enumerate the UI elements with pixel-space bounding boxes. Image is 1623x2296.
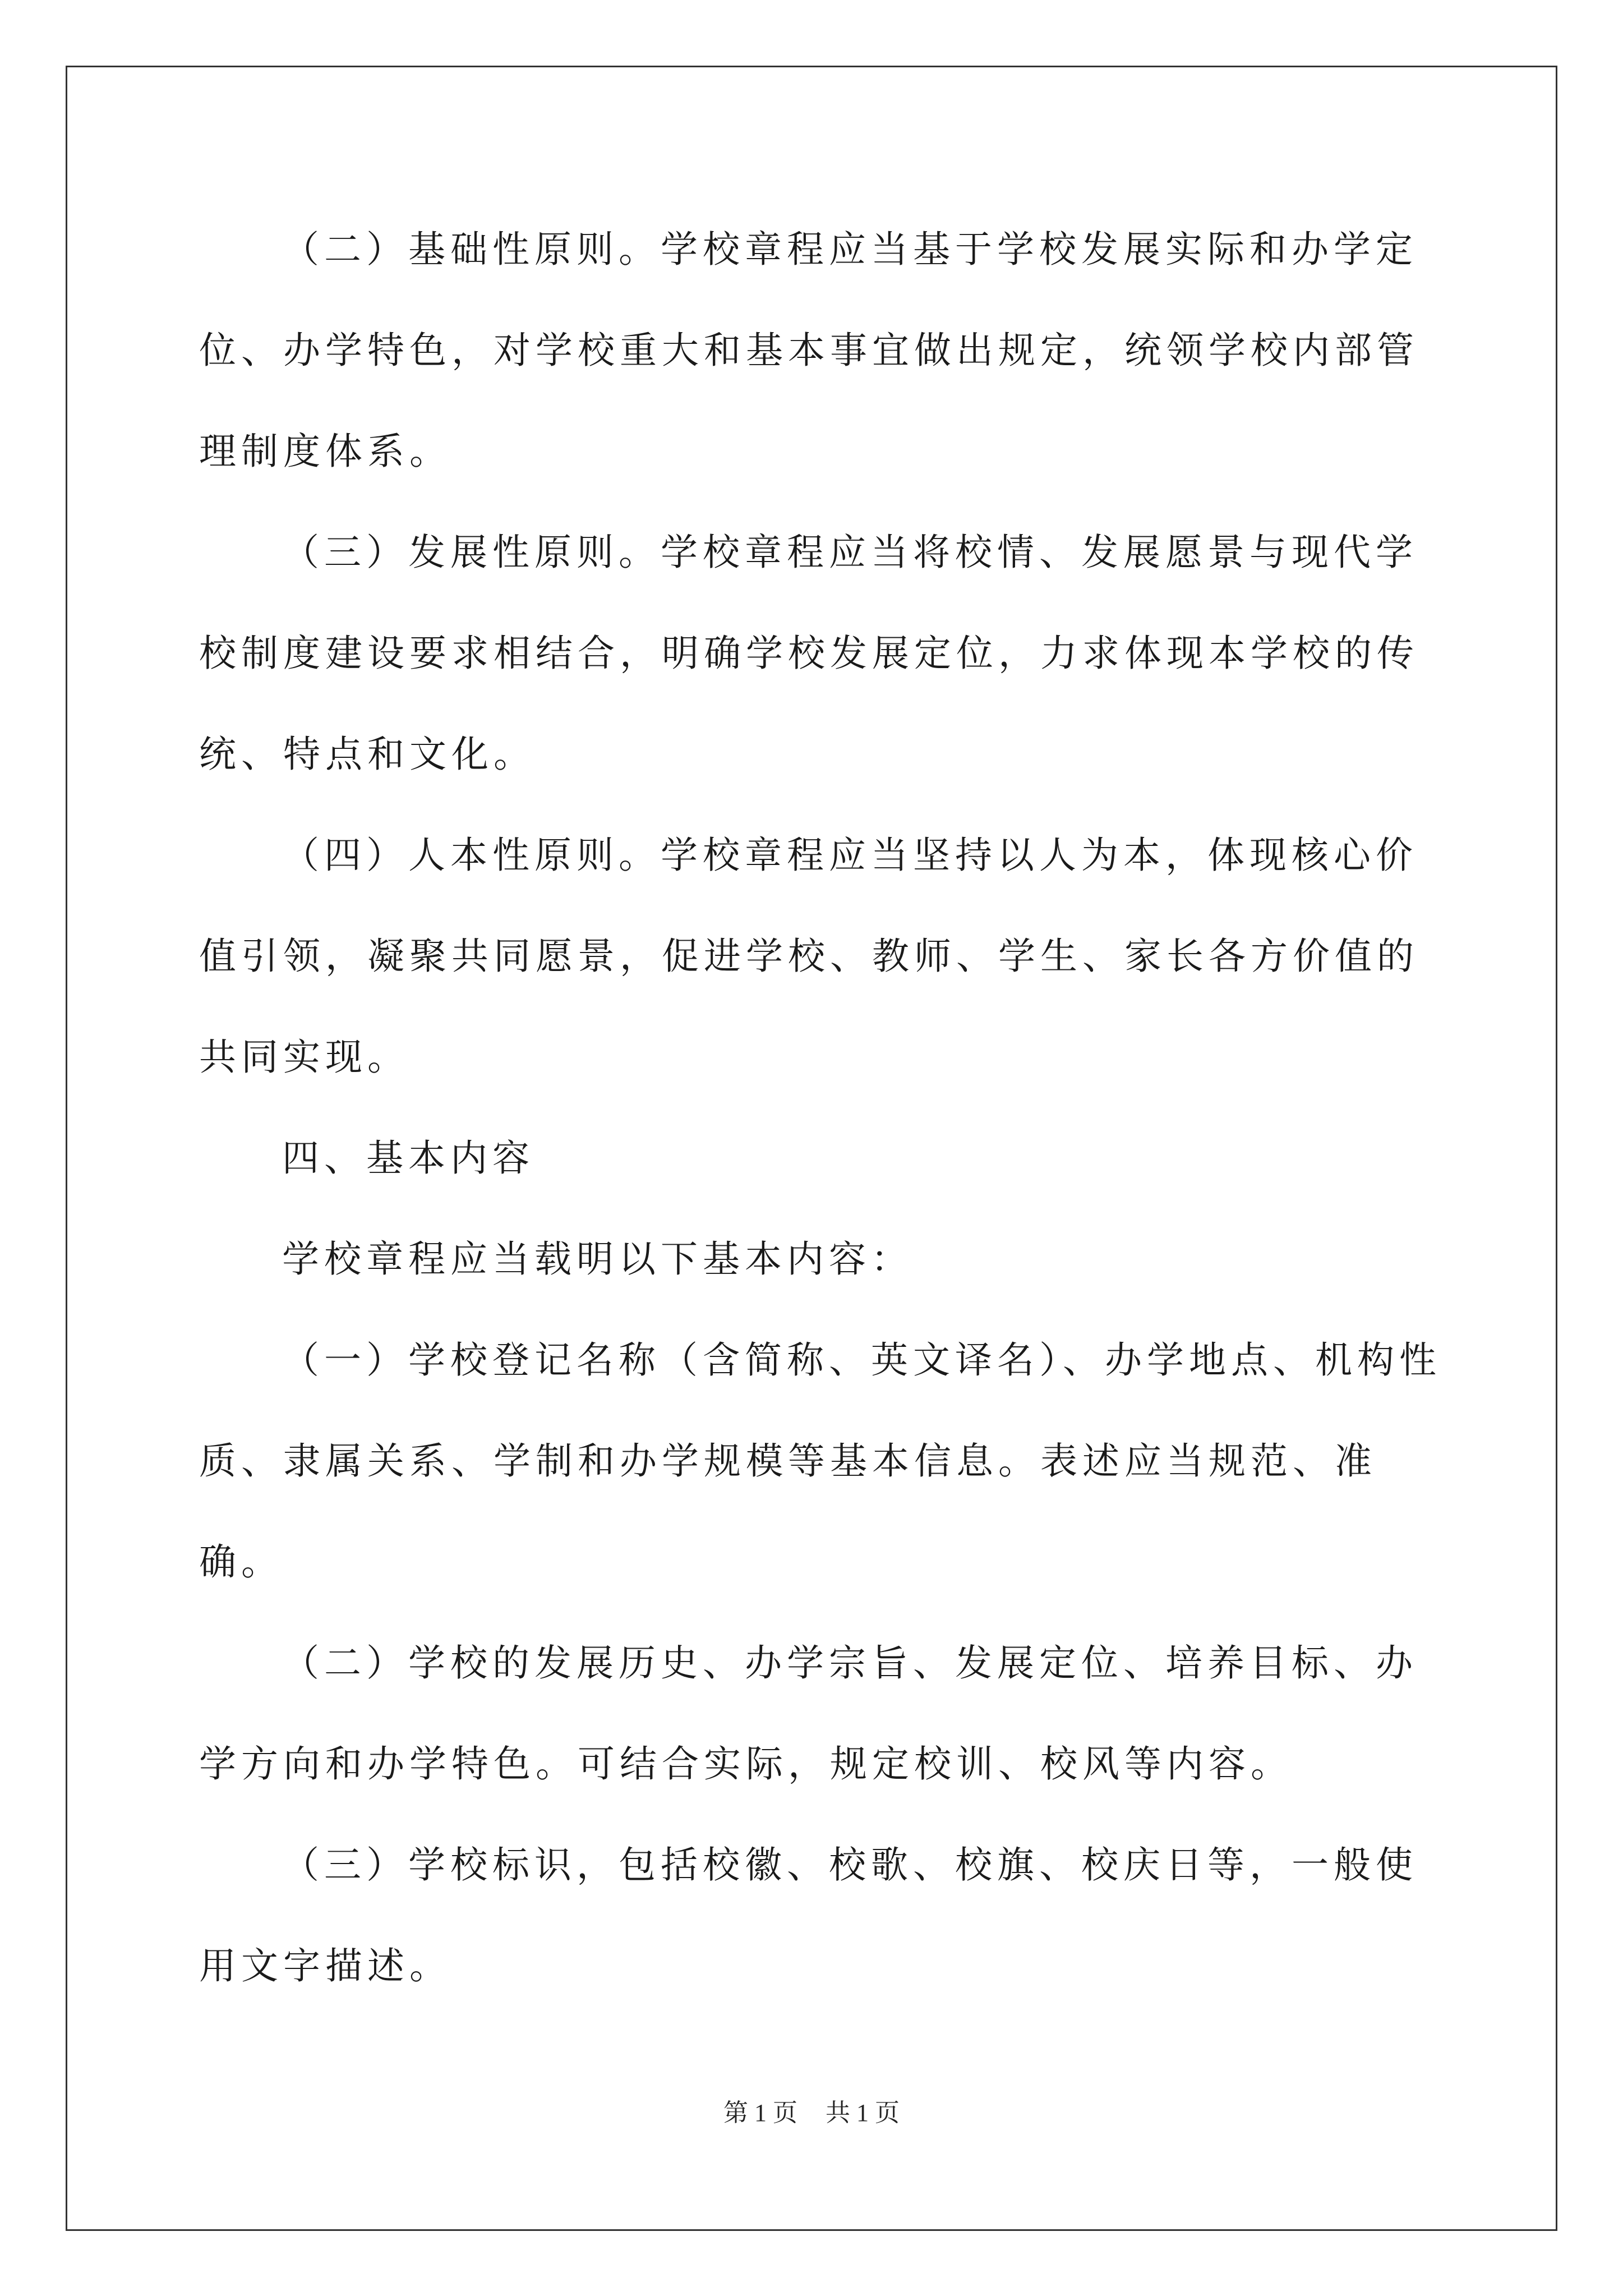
paragraph-basic-principle: （二）基础性原则。学校章程应当基于学校发展实际和办学定位、办学特色，对学校重大和基本事宜做出规定，统领学校内部管理制度体系。: [199, 228, 1419, 473]
paragraph-development-principle: （三）发展性原则。学校章程应当将校情、发展愿景与现代学校制度建设要求相结合，明确学校发展定位，力求体现本学校的传统、特点和文化。: [199, 531, 1419, 776]
page-number: 第 1 页: [723, 2099, 797, 2127]
paragraph-item-2: （二）学校的发展历史、办学宗旨、发展定位、培养目标、办学方向和办学特色。可结合实际，规定校训、校风等内容。: [199, 1641, 1418, 1786]
paragraph-intro: 学校章程应当载明以下基本内容：: [282, 1237, 913, 1281]
paragraph-item-1: （一）学校登记名称（含简称、英文译名）、办学地点、机构性质、隶属关系、学制和办学规模等基本信息。表述应当规范、准确。: [199, 1338, 1441, 1584]
page-total: 共 1 页: [826, 2099, 900, 2127]
document-body: [199, 199, 1455, 2017]
paragraph-humanistic-principle: （四）人本性原则。学校章程应当坚持以人为本，体现核心价值引领，凝聚共同愿景，促进学校、教师、学生、家长各方价值的共同实现。: [199, 834, 1419, 1079]
paragraph-item-3: （三）学校标识，包括校徽、校歌、校旗、校庆日等，一般使用文字描述。: [199, 1843, 1418, 1987]
page-footer: [0, 2092, 1623, 2128]
section-heading-basic-content: 四、基本内容: [282, 1137, 534, 1180]
